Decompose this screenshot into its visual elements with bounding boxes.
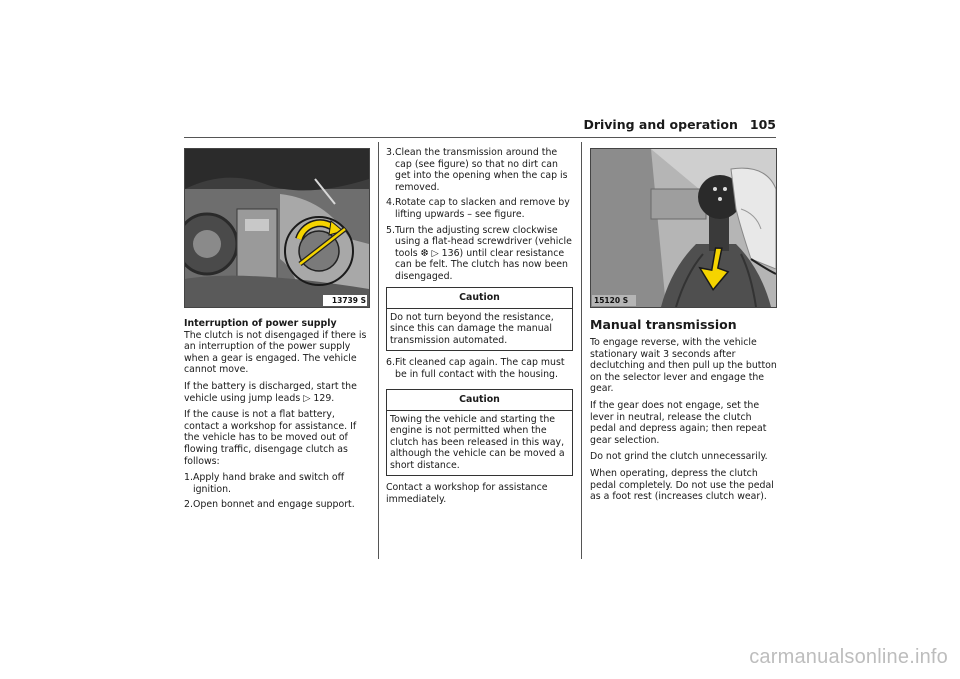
list-text: Apply hand brake and switch off ignition.	[193, 472, 345, 495]
image-code-15120: 15120 S	[594, 296, 629, 305]
paragraph-clutch-pedal: When operating, depress the clutch pedal completely. Do not use the pedal as a foot rest (increases clutch wear).	[590, 467, 774, 503]
column-divider-right	[581, 142, 582, 559]
watermark: carmanualsonline.info	[749, 646, 948, 668]
list-text: Open bonnet and engage support.	[193, 499, 355, 511]
caution-text: Towing the vehicle and starting the engine is not permitted when the clutch has been released in this way, although the vehicle can be moved a short distance.	[390, 413, 565, 471]
heading-power-interruption: Interruption of power supply	[184, 318, 337, 329]
paragraph-not-flat-battery: If the cause is not a flat battery, contact a workshop for assistance. If the vehicle has to be moved out of flowing traffic, disengage clutch as follows:	[184, 409, 357, 467]
caution-title: Caution	[387, 390, 572, 411]
caution-box-resistance	[386, 287, 573, 352]
list-item	[386, 197, 573, 220]
list-text: Rotate cap to slacken and remove by lifting upwards – see figure.	[395, 197, 570, 220]
header-page-number: 105	[749, 117, 776, 132]
paragraph-gear-not-engage: If the gear does not engage, set the lever in neutral, release the clutch pedal and depress again; then repeat gear selection.	[590, 399, 767, 446]
list-item	[184, 472, 370, 495]
list-text: Clean the transmission around the cap (see figure) so that no dirt can get into the opening when the cap is removed.	[395, 147, 568, 193]
page-reference-arrow-icon: ▷	[431, 247, 439, 259]
list-number: 2.	[184, 499, 193, 511]
list-text: Fit cleaned cap again. The cap must be in full contact with the housing.	[395, 357, 565, 380]
list-item	[386, 147, 573, 193]
list-item	[386, 357, 573, 380]
section-title-manual-transmission: Manual transmission	[590, 317, 737, 332]
caution-box-towing	[386, 389, 573, 477]
column-2	[386, 147, 573, 511]
column-3	[590, 318, 778, 508]
list-number: 3.	[386, 147, 395, 158]
gear-lever-photo	[590, 148, 777, 308]
caution-text: Do not turn beyond the resistance, since this can damage the manual transmission automated.	[390, 311, 554, 346]
header-divider	[184, 137, 776, 138]
list-text	[395, 225, 573, 283]
column-1	[184, 318, 370, 515]
text-fragment: 136) until clear resistance can be felt. The clutch has now been disengaged.	[395, 247, 569, 282]
image-code-13739: 13739 S	[331, 296, 366, 305]
header-section: Driving and operation	[583, 117, 738, 132]
column-divider-left	[378, 142, 379, 559]
list-number: 6.	[386, 357, 395, 369]
page-header	[184, 115, 776, 135]
page-reference-arrow-icon: ▷	[303, 392, 311, 404]
paragraph-contact-workshop: Contact a workshop for assistance immediately.	[386, 482, 548, 506]
list-number: 1.	[184, 472, 193, 484]
paragraph-battery-discharged	[184, 381, 370, 404]
text-fragment: 129.	[310, 392, 335, 404]
text-fragment: Turn the adjusting screw clockwise using a flat-head screwdriver (vehicle tools	[395, 224, 572, 259]
text-fragment: If the battery is discharged, start the vehicle using jump leads	[184, 380, 357, 404]
caution-title: Caution	[387, 288, 572, 309]
list-item	[184, 499, 370, 511]
paragraph-engage-reverse: To engage reverse, with the vehicle stationary wait 3 seconds after declutching and then pull up the button on the selector lever and engage the gear.	[590, 337, 777, 395]
engine-bay-photo	[184, 148, 370, 308]
paragraph-clutch-not-disengaged: The clutch is not disengaged if there is an interruption of the power supply when a gear is engaged. The vehicle cannot move.	[184, 329, 367, 376]
list-number: 4.	[386, 197, 395, 209]
list-number: 5.	[386, 224, 395, 236]
paragraph-do-not-grind: Do not grind the clutch unnecessarily.	[590, 451, 768, 463]
snowflake-tools-icon: ❆	[420, 247, 429, 259]
list-item	[386, 225, 573, 283]
